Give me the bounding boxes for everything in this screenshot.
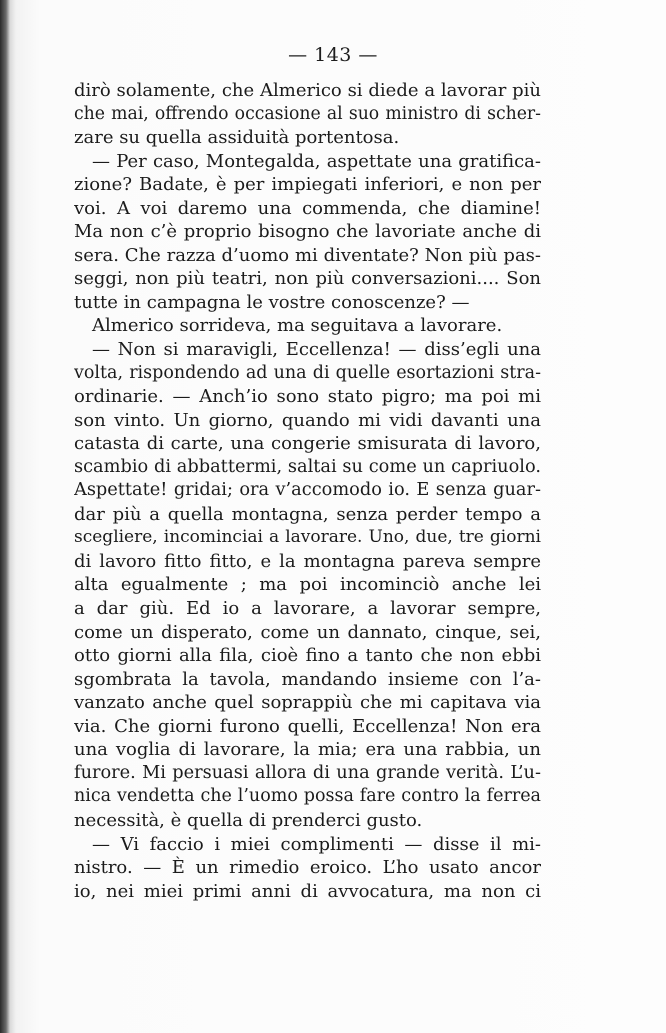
text-line: Almerico sorrideva, ma seguitava a lavorare. [92, 315, 503, 337]
text-line: seggi, non più teatri, non più conversazioni.... Son [74, 268, 541, 290]
text-line: che mai, offrendo occasione al suo ministro di scher- [74, 103, 541, 124]
text-line: tutte in campagna le vostre conoscenze? — [74, 291, 470, 313]
text-line: catasta di carte, una congerie smisurata di lavoro, [74, 433, 541, 455]
text-line: furore. Mi persuasi allora di una grande verità. L’u- [74, 762, 541, 783]
page-number: — 143 — [288, 44, 378, 66]
text-line: volta, rispondendo ad una di quelle esortazioni stra- [74, 362, 541, 383]
text-line: nistro. — È un rimedio eroico. L’ho usato ancor [74, 857, 541, 879]
text-line: zare su quella assiduità portentosa. [74, 127, 400, 149]
text-line: come un disperato, come un dannato, cinque, sei, [74, 621, 541, 643]
text-line: Ma non c’è proprio bisogno che lavoriate anche di [74, 221, 541, 243]
text-line: a dar giù. Ed io a lavorare, a lavorar sempre, [74, 598, 541, 620]
text-line: zione? Badate, è per impiegati inferiori, e non per [74, 174, 541, 196]
text-line: voi. A voi daremo una commenda, che diamine! [74, 197, 541, 219]
text-line: dirò solamente, che Almerico si diede a lavorar più [74, 80, 541, 101]
text-line: di lavoro fitto fitto, e la montagna pareva sempre [74, 550, 541, 572]
text-line: — Per caso, Montegalda, aspettate una gratifica- [92, 150, 541, 172]
text-line: una voglia di lavorare, la mia; era una rabbia, un [74, 739, 541, 761]
text-line: son vinto. Un giorno, quando mi vidi davanti una [74, 409, 541, 431]
text-line: sgombrata la tavola, mandando insieme con l’a- [74, 668, 541, 690]
text-line: nica vendetta che l’uomo possa fare contro la ferrea [74, 786, 541, 807]
text-line: — Vi faccio i miei complimenti — disse il mi- [92, 833, 541, 855]
text-line: — Non si maravigli, Eccellenza! — diss’egli una [92, 339, 541, 361]
text-line: ordinarie. — Anch’io sono stato pigro; ma poi mi [74, 386, 541, 408]
text-line: vanzato anche quel soprappiù che mi capitava via [74, 692, 541, 714]
text-line: scambio di abbattermi, saltai su come un capriuolo. [74, 456, 541, 477]
text-line: via. Che giorni furono quelli, Eccellenza! Non era [74, 715, 541, 737]
text-line: sera. Che razza d’uomo mi diventate? Non più pas- [74, 244, 541, 266]
text-line: necessità, è quella di prenderci gusto. [74, 809, 423, 831]
text-line: dar più a quella montagna, senza perder tempo a [74, 503, 541, 525]
text-line: scegliere, incominciai a lavorare. Uno, due, tre giorni [74, 527, 541, 548]
text-line: Aspettate! gridai; ora v’accomodo io. E senza guar- [74, 480, 541, 501]
body-text [74, 79, 541, 903]
text-line: otto giorni alla fila, cioè fino a tanto che non ebbi [74, 645, 541, 667]
text-line: alta egualmente ; ma poi incominciò anche lei [74, 574, 541, 596]
text-line: io, nei miei primi anni di avvocatura, ma non ci [74, 880, 541, 902]
